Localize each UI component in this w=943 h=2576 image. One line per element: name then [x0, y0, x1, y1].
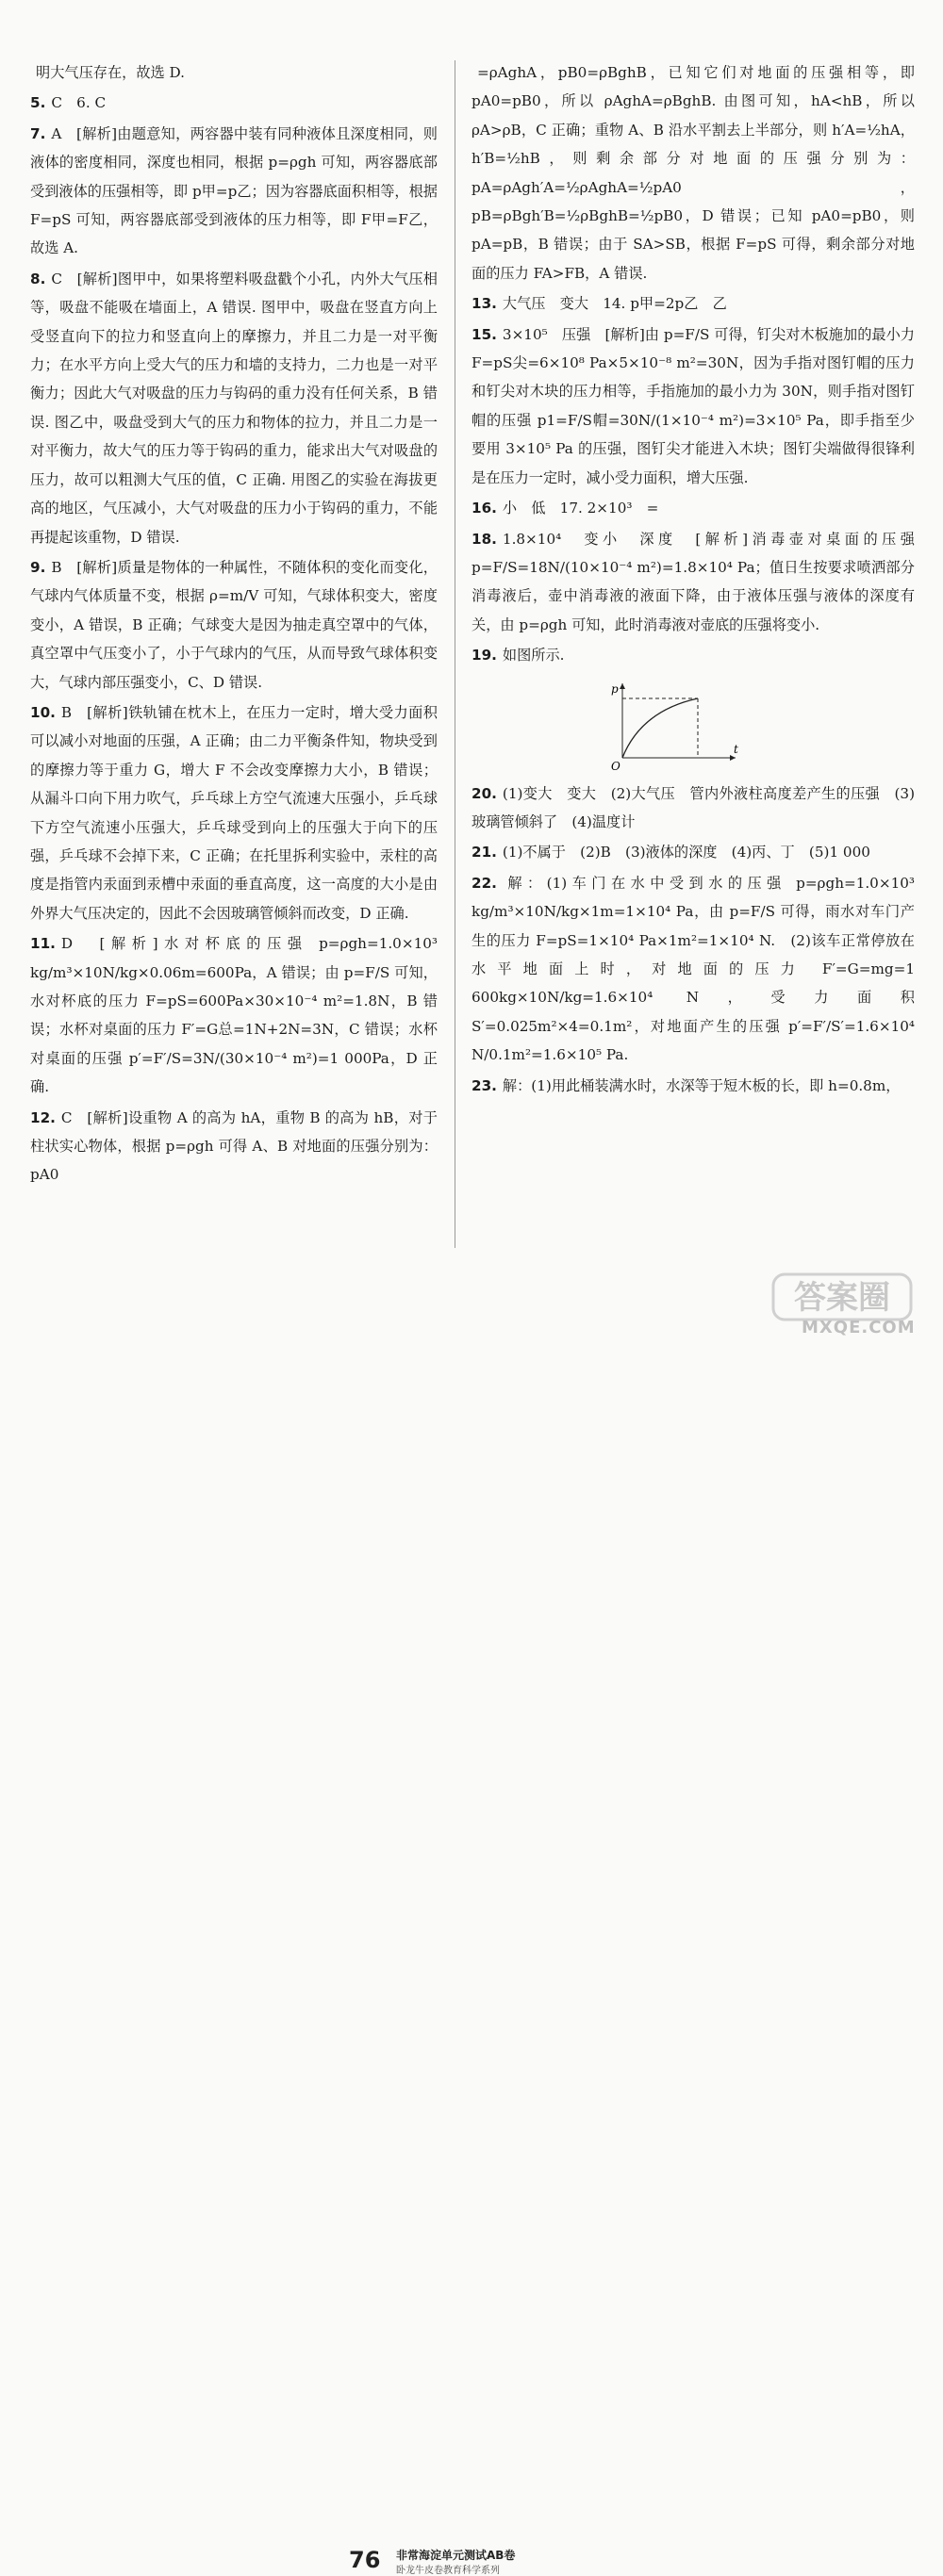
watermark-url: MXQE.COM: [802, 1318, 916, 1337]
answer-item: [472, 525, 915, 640]
item-text: A [解析]由题意知，两容器中装有同种液体且深度相同，则液体的密度相同，深度也相同，根据 p=ρgh 可知，两容器底部受到液体的压强相等，即 p甲=p乙；因为容器底面积相等，根据 F=pS 可知，两容器底部受到液体的压力相等，即 F甲=F乙，故选 A.: [30, 124, 438, 257]
answer-item: [30, 120, 438, 263]
item-text: B [解析]铁轨铺在枕木上，在压力一定时，增大受力面积可以减小对地面的压强，A 正确；由二力平衡条件知，物块受到的摩擦力等于重力 G，增大 F 不会改变摩擦力大小，B 错误；从漏斗口向下用力吹气，乒乓球上方空气流速大压强小，乒乓球下方空气流速小压强大，乒乓球受到向上的压强大于向下的压强，乒乓球不会掉下来，C 正确；在托里拆利实验中，汞柱的高度是指管内汞面到汞槽中汞面的垂直高度，这一高度的大小是由外界大气压决定的，因此不会因玻璃管倾斜而改变，D 正确.: [30, 703, 438, 922]
answer-item: [30, 553, 438, 697]
item-number: 16.: [472, 500, 497, 517]
item-number: 12.: [30, 1108, 56, 1126]
answer-item: [472, 494, 915, 522]
item-text: 如图所示.: [502, 647, 565, 665]
x-axis-label: t: [734, 742, 738, 756]
watermark-logo-svg: [771, 1271, 913, 1323]
book-title: 非常海淀单元测试AB卷: [396, 2549, 516, 2562]
item-number: 19.: [472, 647, 497, 665]
right-column: [472, 58, 915, 1102]
answer-item: [472, 58, 915, 287]
item-text: 1.8×10⁴ 变小 深度 [解析]消毒壶对桌面的压强 p=F/S=18N/(10×10⁻⁴ m²)=1.8×10⁴ Pa；值日生按要求喷洒部分消毒液后，壶中消毒液的液面下降，由于液体压强与液体的深度有关，由 p=ρgh 可知，此时消毒液对壶底的压强将变小.: [472, 530, 915, 633]
answer-item: [30, 265, 438, 551]
item-text: C [解析]设重物 A 的高为 hA，重物 B 的高为 hB，对于柱状实心物体，根据 p=ρgh 可得 A、B 对地面的压强分别为：pA0: [30, 1108, 438, 1184]
item-text: D [解析]水对杯底的压强 p=ρgh=1.0×10³ kg/m³×10N/kg×0.06m=600Pa，A 错误；由 p=F/S 可知，水对杯底的压力 F=pS=600Pa×30×10⁻⁴ m²=1.8N，B 错误；水杯对桌面的压力 F′=G总=1N+2N=3N，C 错误；水杯对桌面的压强 p′=F′/S=3N/(30×10⁻⁴ m²)=1 000Pa，D 正确.: [30, 935, 438, 1096]
item-text: 解：(1)用此桶装满水时，水深等于短木板的长，即 h=0.8m，: [502, 1076, 901, 1094]
answer-item: [30, 89, 438, 117]
watermark-logo: [771, 1271, 913, 1323]
y-axis-arrow: [620, 683, 625, 689]
item-number: 9.: [30, 558, 46, 576]
item-number: 8.: [30, 270, 46, 287]
y-axis-label: p: [611, 681, 619, 696]
answer-item: [472, 1072, 915, 1100]
item-number: 7.: [30, 124, 46, 142]
answer-item: [30, 58, 438, 87]
item-number: 21.: [472, 844, 497, 861]
page-number: 76: [349, 2547, 381, 2573]
item-text: 大气压 变大 14. p甲=2p乙 乙: [502, 295, 727, 313]
item-text: 3×10⁵ 压强 [解析]由 p=F/S 可得，钉尖对木板施加的最小力 F=pS尖=6×10⁸ Pa×5×10⁻⁸ m²=30N，因为手指对图钉帽的压力和钉尖对木块的压力相等，手指施加的最小力为 30N，则手指对图钉帽的压强 p1=F/S帽=30N/(1×10⁻⁴ m²)=3×10⁵ Pa，即手指至少要用 3×10⁵ Pa 的压强，图钉尖才能进入木块；图钉尖端做得很锋利是在压力一定时，减小受力面积，增大压强.: [472, 325, 915, 486]
item-number: 15.: [472, 325, 497, 343]
item-number: 22.: [472, 874, 497, 892]
graph-svg: [604, 678, 745, 772]
item-text: =ρAghA，pB0=ρBghB，已知它们对地面的压强相等，即 pA0=pB0，所以 ρAghA=ρBghB. 由图可知，hA<hB，所以 ρA>ρB，C 正确；重物 A、B 沿水平割去上半部分，则 h′A=½hA，h′B=½hB，则剩余部分对地面的压强分别为：pA=ρAgh′A=½ρAghA=½pA0，pB=ρBgh′B=½ρBghB=½pB0，D 错误；已知 pA0=pB0，则 pA=pB，B 错误；由于 SA>SB，根据 F=pS 可得，剩余部分对地面的压力 FA>FB，A 错误.: [472, 64, 915, 282]
answer-item: [472, 289, 915, 318]
item-text: 解：(1)车门在水中受到水的压强 p=ρgh=1.0×10³ kg/m³×10N/kg×1m=1×10⁴ Pa，由 p=F/S 可得，雨水对车门产生的压力 F=pS=1×10⁴ Pa×1m²=1×10⁴ N. (2)该车正常停放在水平地面上时，对地面的压力 F′=G=mg=1 600kg×10N/kg=1.6×10⁴ N，受力面积 S′=0.025m²×4=0.1m²，对地面产生的压强 p′=F′/S′=1.6×10⁴ N/0.1m²=1.6×10⁵ Pa.: [472, 874, 915, 1064]
item-text: C 6. C: [51, 94, 107, 112]
answer-item: [472, 779, 915, 837]
item-number: 20.: [472, 784, 497, 802]
item-text: (1)不属于 (2)B (3)液体的深度 (4)丙、丁 (5)1 000: [502, 844, 870, 861]
item-text: 小 低 17. 2×10³ =: [502, 500, 659, 517]
item-number: 18.: [472, 530, 497, 548]
answer-item: [30, 929, 438, 1101]
item-number: 23.: [472, 1076, 497, 1094]
pressure-curve: [622, 698, 698, 758]
answer-item: [472, 869, 915, 1070]
pressure-time-graph: [604, 678, 745, 772]
item-text: 明大气压存在，故选 D.: [36, 64, 185, 81]
item-text: (1)变大 变大 (2)大气压 管内外液柱高度差产生的压强 (3)玻璃管倾斜了 (4)温度计: [472, 784, 915, 830]
item-number: 5.: [30, 94, 46, 112]
item-number: 11.: [30, 935, 56, 953]
book-series: 卧龙牛皮卷教育科学系列: [396, 2566, 500, 2576]
left-column: [30, 58, 438, 1191]
watermark-main-text: 答案圈: [794, 1279, 890, 1317]
origin-label: O: [611, 759, 620, 772]
answer-item: [472, 641, 915, 669]
answer-item: [30, 698, 438, 927]
item-number: 10.: [30, 703, 56, 721]
item-text: C [解析]图甲中，如果将塑料吸盘戳个小孔，内外大气压相等，吸盘不能吸在墙面上，A 错误. 图甲中，吸盘在竖直方向上受竖直向下的拉力和竖直向上的摩擦力，并且二力是一对平衡力；在水平方向上受大气的压力和墙的支持力，二力也是一对平衡力；因此大气对吸盘的压力与钩码的重力没有任何关系，B 错误. 图乙中，吸盘受到大气的压力和物体的拉力，并且二力是一对平衡力，故大气的压力等于钩码的重力，能求出大气对吸盘的压力，故可以粗测大气压的值，C 正确. 用图乙的实验在海拔更高的地区，气压减小，大气对吸盘的压力小于钩码的重力，不能再提起该重物，D 错误.: [30, 270, 438, 546]
answer-item: [472, 320, 915, 492]
answer-item: [472, 838, 915, 866]
item-text: B [解析]质量是物体的一种属性，不随体积的变化而变化，气球内气体质量不变，根据 ρ=m/V 可知，气球体积变大，密度变小，A 错误，B 正确；气球变大是因为抽走真空罩中的气体，真空罩中气压变小了，小于气球内的气压，从而导致气球体积变大，气球内部压强变小，C、D 错误.: [30, 558, 438, 691]
item-number: 13.: [472, 295, 497, 313]
answer-item: [30, 1104, 438, 1190]
